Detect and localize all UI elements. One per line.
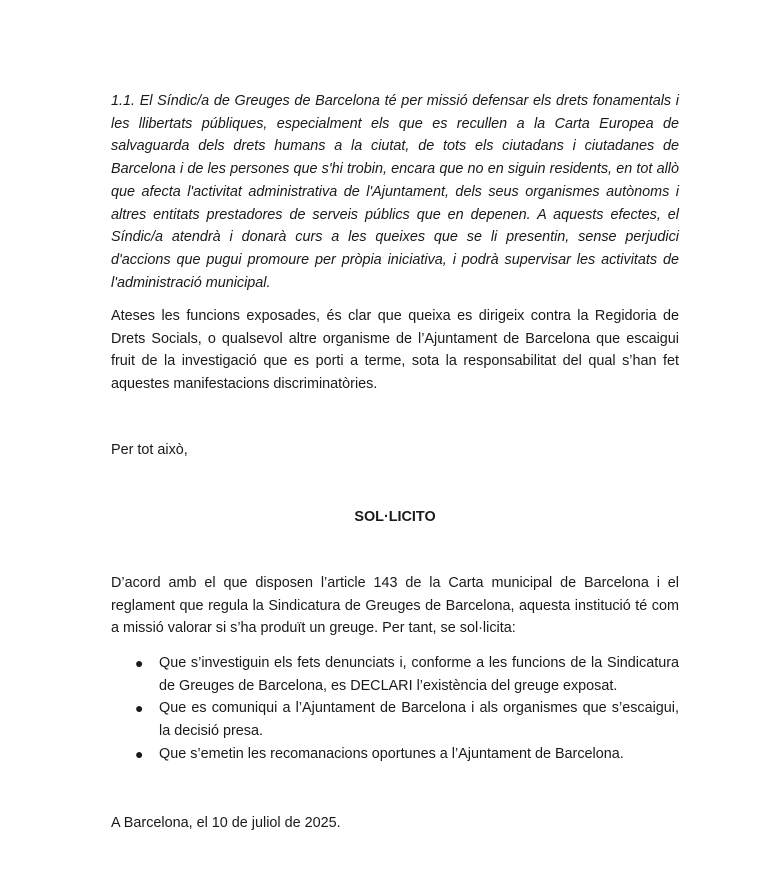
bullet-icon: ● [135, 655, 144, 671]
section-heading: SOL·LICITO [354, 509, 436, 525]
closing-date-line: A Barcelona, el 10 de juliol de 2025. [111, 815, 341, 831]
list-item-text: Que es comuniqui a l’Ajuntament de Barcelona i als organismes que s’escaigui, la decisió presa. [159, 700, 679, 740]
body-paragraph-functions: Ateses les funcions exposades, és clar que queixa es dirigeix contra la Regidoria de Drets Socials, o qualsevol altre organisme de l’Ajuntament de Barcelona que escaigui fruit de la investigació que es porti a terme, sota la responsabilitat del qual s’han fet aquestes manifestacions discriminatòries. [111, 308, 679, 393]
list-item-text: Que s’emetin les recomanacions oportunes a l’Ajuntament de Barcelona. [159, 745, 624, 762]
bullet-icon: ● [135, 745, 144, 762]
list-item [111, 697, 679, 742]
list-item-text: Que s’investiguin els fets denunciats i, conforme a les funcions de la Sindicatura de Greuges de Barcelona, es DECLARI l’existència del greuge exposat. [159, 655, 679, 694]
body-paragraph-transition: Per tot això, [111, 442, 188, 458]
quoted-regulation-paragraph: 1.1. El Síndic/a de Greuges de Barcelona té per missió defensar els drets fonamentals i les llibertats públiques, especialment els que es recullen a la Carta Europea de salvaguarda dels drets humans a la ciutat, de tots els ciutadans i ciutadanes de Barcelona i de les persones que s'hi trobin, encara que no en siguin residents, en tot allò que afecta l'activitat administrativa de l'Ajuntament, dels seus organismes autònoms i altres entitats prestadores de serveis públics que en depenen. A aquests efectes, el Síndic/a atendrà i donarà curs a les queixes que se li presentin, sense perjudici d'accions que pugui promoure per pròpia iniciativa, i podrà supervisar les activitats de l'administració municipal. [111, 93, 679, 291]
list-item [111, 652, 679, 697]
body-paragraph-request: D’acord amb el que disposen l’article 143 de la Carta municipal de Barcelona i el reglament que regula la Sindicatura de Greuges de Barcelona, aquesta institució té com a missió valorar si s’ha produït un greuge. Per tant, se sol·licita: [111, 575, 679, 637]
bullet-icon: ● [135, 700, 144, 717]
list-item [111, 743, 679, 766]
request-bullet-list [111, 652, 679, 766]
